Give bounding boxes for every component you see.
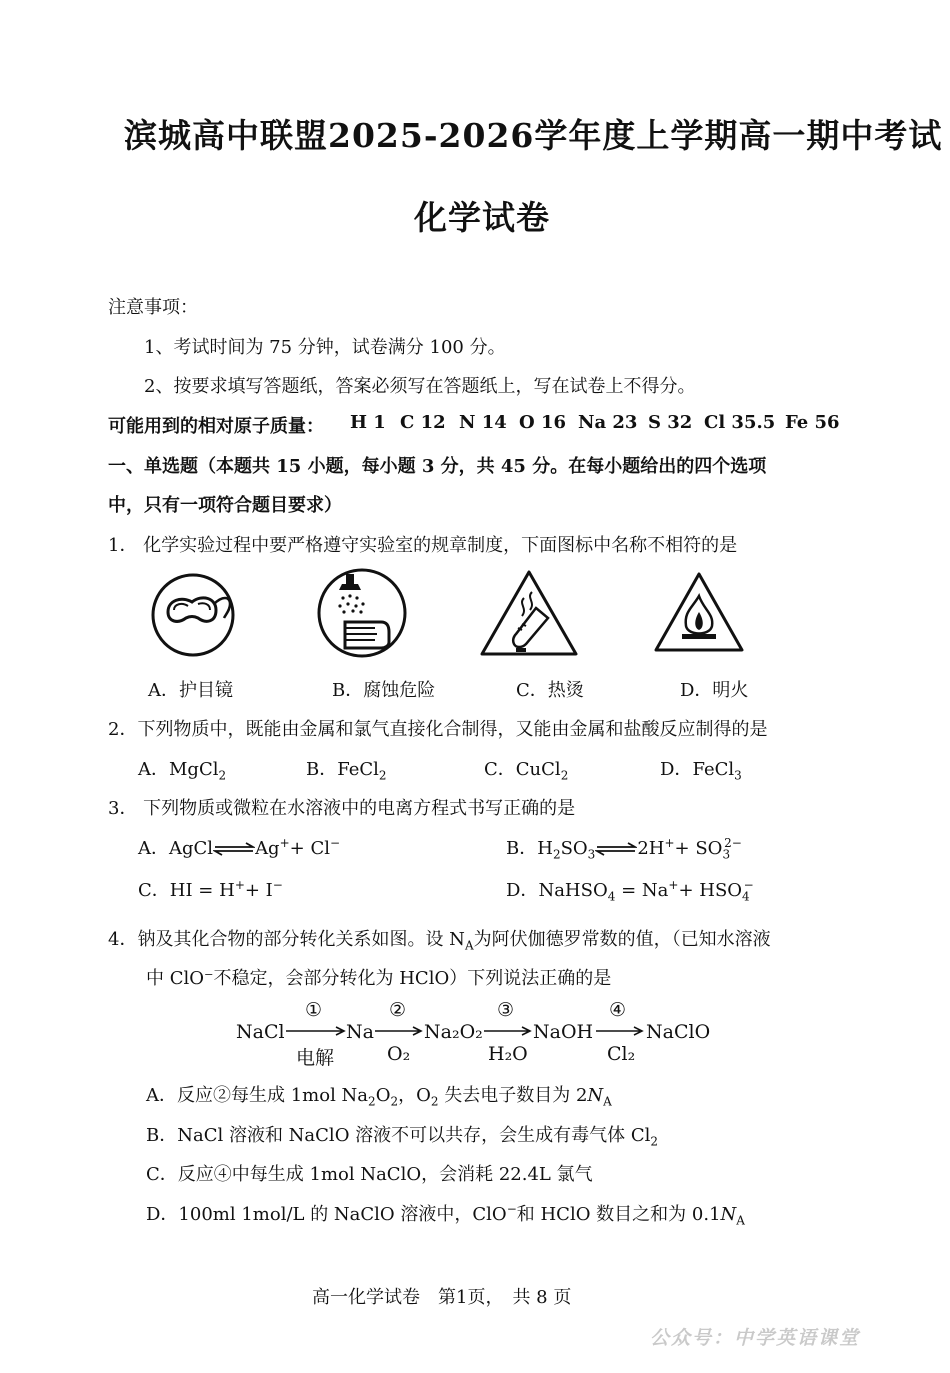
atomic-mass-cl: Cl 35.5 [704,412,776,433]
atomic-mass-c: C 12 [400,412,446,433]
q4-option-a: A．反应②每生成 1mol $Na_2O_2$，$O_2$ 失去电子数目为 $2N_A$ [146,1085,612,1109]
notes-heading: 注意事项： [108,297,198,318]
corrosion-icon [315,566,409,660]
q2-option-a: A．MgCl$_2$ [138,759,227,783]
page-footer: 高一化学试卷 第1页， 共 8 页 [312,1287,572,1308]
watermark: 公众号：中学英语课堂 [650,1327,861,1349]
step-2-condition: O₂ [387,1043,411,1065]
atomic-mass-h: H 1 [350,412,386,433]
reversible-arrow-icon [595,842,637,856]
q3-option-b: B．$H_2SO_3$ $2H^++ SO_3^{2-}$ [506,836,742,862]
atomic-mass-fe: Fe 56 [785,412,840,433]
section-heading-line2: 中，只有一项符合题目要求） [108,495,342,516]
q2-option-b: B．FeCl$_2$ [306,759,387,783]
atomic-mass-s: S 32 [648,412,693,433]
q3-stem: 3． 下列物质或微粒在水溶液中的电离方程式书写正确的是 [108,798,576,819]
step-1-label: ① [305,999,323,1021]
q1-option-a: A．护目镜 [148,680,233,701]
q3-option-c: C．HI = H++ I− [138,878,283,901]
q2-option-c: C．CuCl$_2$ [484,759,569,783]
arrow-icon [286,1026,346,1036]
step-2-label: ② [389,999,407,1021]
species-naoh: NaOH [533,1021,594,1043]
section-heading-line1: 一、单选题（本题共 15 小题，每小题 3 分，共 45 分。在每小题给出的四个选项 [108,456,767,477]
q2-option-d: D．FeCl$_3$ [660,759,742,783]
atomic-mass-o: O 16 [519,412,566,433]
q1-option-c: C．热烫 [516,680,584,701]
reversible-arrow-icon [213,842,255,856]
q4-option-b: B．NaCl 溶液和 NaClO 溶液不可以共存，会生成有毒气体 $Cl_2$ [146,1125,659,1149]
exam-title: 滨城高中联盟2025-2026学年度上学期高一期中考试 [124,116,943,155]
atomic-mass-na: Na 23 [578,412,638,433]
atomic-mass-label: 可能用到的相对原子质量： [108,416,324,437]
q4-option-c: C．反应④中每生成 1mol NaClO，会消耗 22.4L 氯气 [146,1164,593,1185]
arrow-icon [596,1026,644,1036]
species-nacl: NaCl [236,1021,285,1043]
step-4-label: ④ [609,999,627,1021]
species-na: Na [346,1021,374,1043]
species-naclo: NaClO [646,1021,711,1043]
atomic-mass-n: N 14 [459,412,507,433]
note-item-1: 1、考试时间为 75 分钟，试卷满分 100 分。 [144,337,506,358]
q4-option-d: D．100ml 1mol/L 的 NaClO 溶液中，ClO−和 HClO 数目之和为 $0.1N_A$ [146,1202,745,1228]
exam-subtitle: 化学试卷 [414,198,550,237]
q3-option-a: A．AgCl Ag++ Cl− [138,836,341,859]
open-flame-icon [652,570,746,656]
arrow-icon [375,1026,423,1036]
q1-option-b: B．腐蚀危险 [332,680,436,701]
q3-option-d: D．NaHSO$_4$ = $Na^++ HSO_4^-$ [506,878,754,904]
q4-stem-line1: 4．钠及其化合物的部分转化关系如图。设 $N_A$为阿伏伽德罗常数的值，（已知水溶液 [108,929,771,953]
q2-stem: 2．下列物质中，既能由金属和氯气直接化合制得，又能由金属和盐酸反应制得的是 [108,719,768,740]
q1-option-d: D．明火 [680,680,749,701]
arrow-icon [484,1026,532,1036]
q1-stem: 1． 化学实验过程中要严格遵守实验室的规章制度，下面图标中名称不相符的是 [108,535,738,556]
q4-stem-line2: 中 ClO⁻不稳定，会部分转化为 HClO）下列说法正确的是 [146,968,612,989]
note-item-2: 2、按要求填写答题纸，答案必须写在答题纸上，写在试卷上不得分。 [144,376,696,397]
step-3-condition: H₂O [488,1043,528,1065]
goggles-icon [150,572,236,658]
step-3-label: ③ [497,999,515,1021]
step-4-condition: Cl₂ [607,1043,636,1065]
species-na2o2: Na₂O₂ [424,1021,483,1043]
hot-tube-icon [478,568,580,660]
step-1-condition: 电解 [296,1047,335,1069]
